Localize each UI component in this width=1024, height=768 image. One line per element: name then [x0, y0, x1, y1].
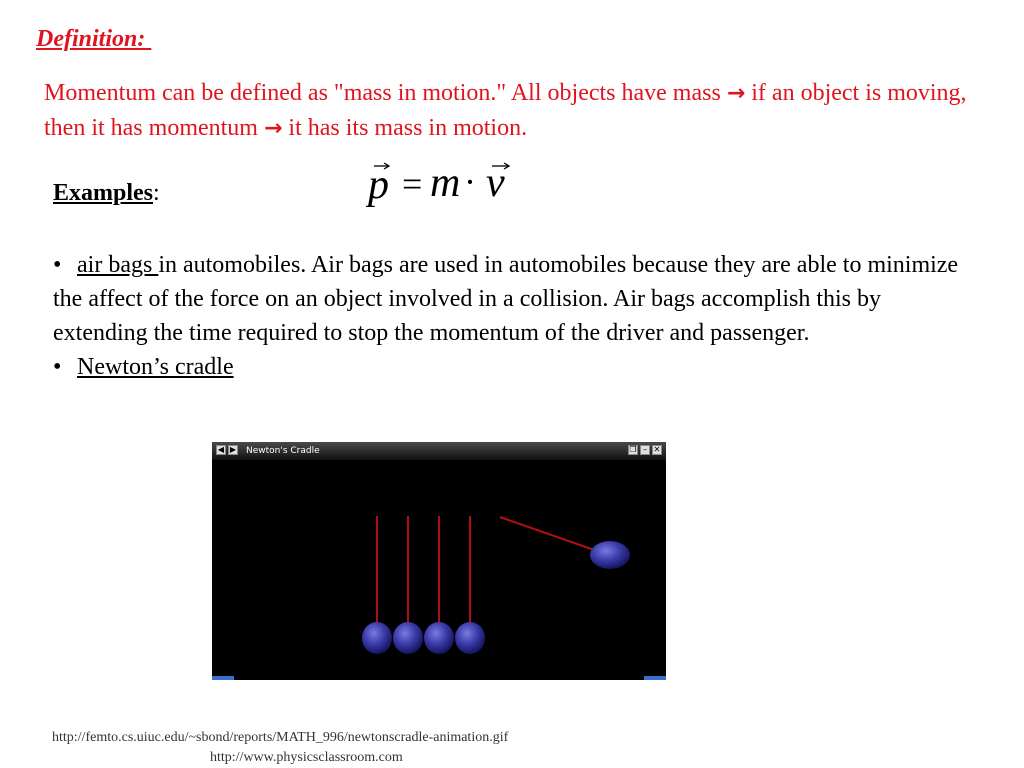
pendulum-ball	[455, 622, 485, 654]
definition-part-3: it has its mass in motion.	[282, 115, 528, 141]
momentum-formula	[366, 158, 526, 218]
restore-icon[interactable]: ❐	[629, 445, 637, 454]
next-icon[interactable]: ▶	[229, 445, 237, 454]
formula-equals: =	[402, 164, 423, 204]
pendulum-ball	[393, 622, 423, 654]
definition-part-1: Momentum can be defined as "mass in motion." All objects have mass	[44, 80, 727, 106]
bullet-icon: •	[53, 354, 62, 380]
definition-part-2: if an object is moving, then it has momentum	[44, 80, 967, 141]
formula-v: v	[486, 160, 505, 206]
prev-icon[interactable]: ◀	[217, 445, 225, 454]
arrow-right-icon: →	[263, 116, 283, 141]
list-item	[53, 350, 973, 384]
window-title: Newton's Cradle	[246, 446, 320, 456]
scroll-left-bar	[212, 676, 234, 680]
examples-title: Examples	[53, 180, 154, 206]
pendulum-ball-swinging	[590, 541, 630, 569]
pendulum-string	[500, 517, 600, 552]
bullet-icon: •	[53, 252, 62, 278]
formula-p: p	[368, 162, 389, 208]
arrow-right-icon: →	[726, 81, 746, 106]
newtons-cradle-animation	[212, 442, 666, 680]
pendulum-ball	[424, 622, 454, 654]
source-url-1[interactable]: http://femto.cs.uiuc.edu/~sbond/reports/MATH_996/newtonscradle-animation.gif	[52, 730, 509, 745]
newtons-cradle-link[interactable]: Newton’s cradle	[77, 354, 234, 380]
newtons-cradle-window	[212, 442, 666, 680]
formula-m: m	[430, 160, 461, 206]
definition-text	[44, 76, 984, 146]
close-icon[interactable]: ✕	[653, 445, 661, 454]
formula-dot: ·	[464, 162, 476, 202]
definition-heading: Definition:	[36, 26, 152, 52]
examples-colon: :	[153, 180, 160, 206]
examples-heading	[53, 180, 160, 207]
pendulum-ball	[362, 622, 392, 654]
list-item	[53, 248, 973, 350]
scroll-right-bar	[644, 676, 666, 680]
examples-list	[53, 248, 973, 384]
air-bags-link[interactable]: air bags	[77, 252, 159, 278]
air-bags-description: in automobiles. Air bags are used in automobiles because they are able to minimize the affect of the force on an object involved in a collision. Air bags accomplish this by extending the time required to stop the momentum of the driver and passenger.	[53, 252, 959, 346]
source-url-2[interactable]: http://www.physicsclassroom.com	[210, 750, 403, 765]
minimize-icon[interactable]: –	[640, 445, 650, 455]
